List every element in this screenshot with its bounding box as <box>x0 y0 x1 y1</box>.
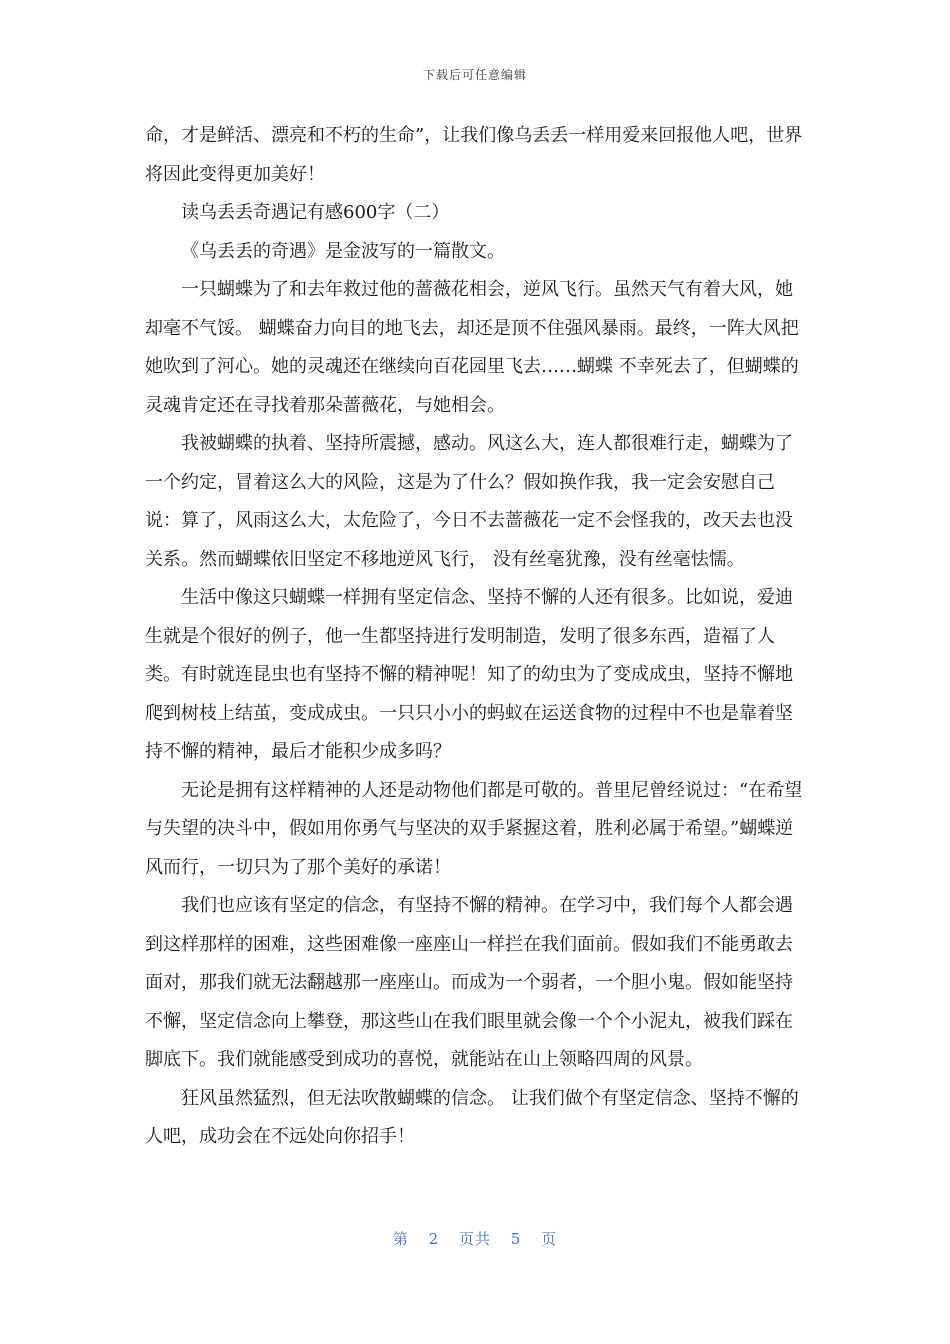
paragraph: 命，才是鲜活、漂亮和不朽的生命”，让我们像乌丢丢一样用爱来回报他人吧，世界将因此变得更加美好！ <box>145 125 803 185</box>
page-header: 下载后可任意编辑 <box>422 68 527 82</box>
paragraph: 生活中像这只蝴蝶一样拥有坚定信念、坚持不懈的人还有很多。比如说，爱迪生就是个很好的例子，他一生都坚持进行发明制造，发明了很多东西，造福了人类。有时就连昆虫也有坚持不懈的精神呢！知了的幼虫为了变成成虫，坚持不懈地爬到树枝上结茧，变成成虫。一只只小小的蚂蚁在运送食物的过程中不也是靠着坚持不懈的精神，最后才能积少成多吗？ <box>145 587 793 762</box>
paragraph: 无论是拥有这样精神的人还是动物他们都是可敬的。普里尼曾经说过：“在希望与失望的决斗中，假如用你勇气与坚决的双手紧握这着，胜利必属于希望。”蝴蝶逆风而行，一切只为了那个美好的承诺！ <box>145 779 803 878</box>
document-body <box>145 117 810 1157</box>
paragraph: 一只蝴蝶为了和去年救过他的蔷薇花相会，逆风飞行。虽然天气有着大风，她却毫不气馁。 蝴蝶奋力向目的地飞去，却还是顶不住强风暴雨。最终，一阵大风把她吹到了河心。她的灵魂还在继续向百花园里飞去……蝴蝶 不幸死去了，但蝴蝶的灵魂肯定还在寻找着那朵蔷薇花，与她相会。 <box>145 279 799 416</box>
paragraph: 狂风虽然猛烈，但无法吹散蝴蝶的信念。 让我们做个有坚定信念、坚持不懈的人吧，成功会在不远处向你招手！ <box>145 1087 799 1147</box>
page-number: 第 2 页共 5 页 <box>392 1230 558 1248</box>
paragraph: 我们也应该有坚定的信念，有坚持不懈的精神。在学习中，我们每个人都会遇到这样那样的困难，这些困难像一座座山一样拦在我们面前。假如我们不能勇敢去面对，那我们就无法翻越那一座座山。而成为一个弱者，一个胆小鬼。假如能坚持不懈，坚定信念向上攀登，那这些山在我们眼里就会像一个个小泥丸，被我们踩在脚底下。我们就能感受到成功的喜悦，就能站在山上领略四周的风景。 <box>145 895 793 1070</box>
section-heading: 读乌丢丢奇遇记有感600字（二） <box>181 202 450 223</box>
paragraph: 《乌丢丢的奇遇》是金波写的一篇散文。 <box>181 240 505 262</box>
paragraph: 我被蝴蝶的执着、坚持所震撼，感动。风这么大，连人都很难行走，蝴蝶为了一个约定，冒着这么大的风险，这是为了什么？假如换作我，我一定会安慰自己说：算了，风雨这么大，太危险了，今日不去蔷薇花一定不会怪我的，改天去也没关系。然而蝴蝶依旧坚定不移地逆风飞行， 没有丝毫犹豫，没有丝毫怯懦。 <box>145 433 793 570</box>
